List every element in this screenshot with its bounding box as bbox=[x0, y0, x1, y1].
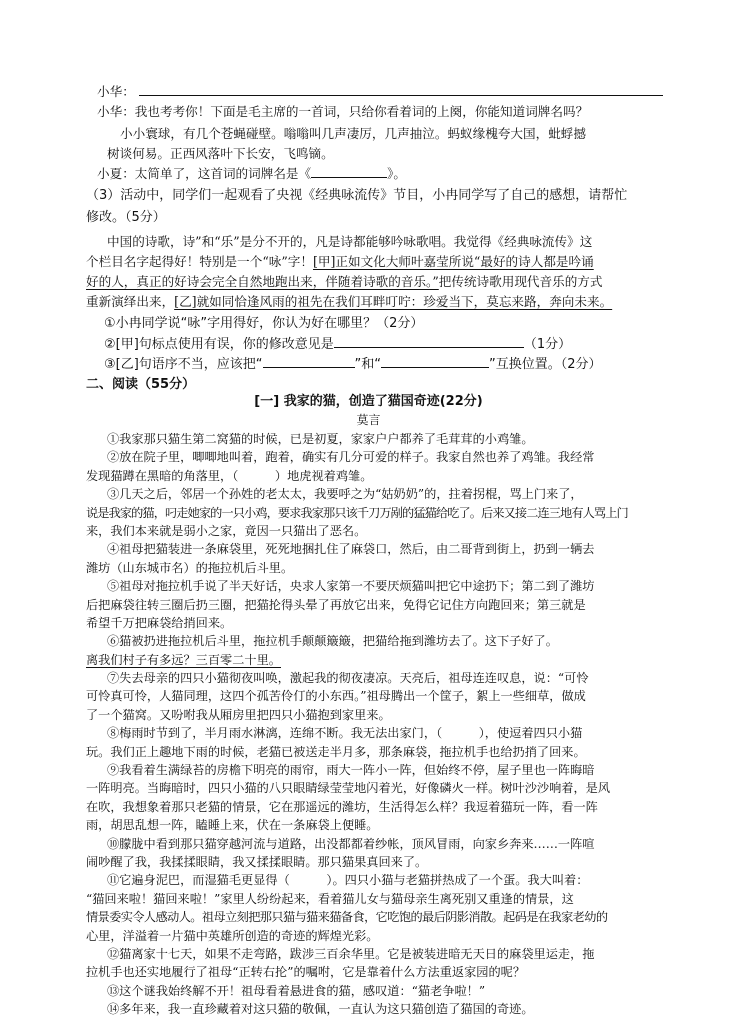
paragraph-line: ⑨我看着生满绿苔的房檐下明亮的雨帘，雨大一阵小一阵，但始终不停，屋子里也一阵晦暗 bbox=[107, 763, 595, 777]
essay-line-1: 中国的诗歌，诗”和“乐”是分不开的，凡是诗都能够吟咏歌唱。我觉得《经典咏流传》这 bbox=[107, 234, 593, 249]
paragraph-line: ⑤祖母对拖拉机手说了半天好话，央求人家第一不要厌烦猫叫把它中途扔下；第二到了潍坊 bbox=[107, 579, 595, 594]
paragraph-line: ⑬这个谜我始终解不开！祖母看着悬进食的猫，感叹道：“猫老争啦！” bbox=[107, 983, 486, 998]
subquestion-2: ②[甲]句标点使用有误，你的修改意见是 （1分） bbox=[104, 334, 571, 355]
question-3-prompt: （3）活动中，同学们一起观看了央视《经典咏流传》节目，小冉同学写了自己的感想，请帮忙 bbox=[86, 188, 628, 203]
poem-line-1: 小小寰球，有几个苍蝇碰壁。嗡嗡叫几声凄厉，几声抽泣。蚂蚁缘槐夸大国，蚍蜉撼 bbox=[120, 126, 586, 141]
paragraph-line: 雨，胡思乱想一阵，瞌睡上来，伏在一条麻袋上便睡。 bbox=[86, 818, 379, 833]
cipai-answer-blank[interactable] bbox=[311, 164, 387, 178]
paragraph-line: 发现猫蹲在黑暗的角落里，（ ）地虎视着鸡雏。 bbox=[86, 468, 373, 483]
paragraph-line: 拉机手也还实地履行了祖母“正转右抡”的嘱咐，它是靠着什么方法重返家园的呢？ bbox=[86, 965, 526, 980]
paragraph-line: ⑫猫离家十七天，如果不走弯路，跋涉三百余华里。它是被装进暗无天日的麻袋里运走，拖 bbox=[107, 946, 595, 961]
article-author: 莫言 bbox=[356, 413, 381, 427]
paragraph-line: 闹吵醒了我，我揉揉眼睛，我又揉揉眼睛。那只猫果真回来了。 bbox=[86, 854, 428, 869]
section-header: 二、阅读（55分） bbox=[86, 377, 196, 392]
sentence-yi: [乙]就如同恰逢风雨的祖先在我们耳畔叮咛：珍爱当下，莫忘来路，奔向未来。 bbox=[174, 294, 613, 309]
paragraph-line: 可怜真可怜，人猫同理，这四个孤苦伶仃的小东西。”祖母腾出一个筐子，絮上一些细草，做成 bbox=[86, 689, 586, 704]
paragraph-line: ⑩朦胧中看到那只猫穿越河流与道路，出没都都着纱帐，顶风冒雨，向家乡奔来……一阵喧 bbox=[107, 836, 595, 851]
paragraph-line: 后把麻袋往转三圈后扔三圈，把猫抡得头晕了再放它出来，免得它记住方向跑回来；第三就是 bbox=[86, 597, 586, 612]
paragraph-line: 说是我家的猫，叼走她家的一只小鸡，要求我家那只该千刀万剐的猛猫给吃了。后来又接二连三地有人骂上门 bbox=[86, 505, 628, 520]
dialog-line-1: 小华： bbox=[97, 82, 663, 102]
paragraph-line: 来，我们本来就是弱小之家，竟因一只猫出了恶名。 bbox=[86, 523, 367, 538]
question-3-prompt-cont: 修改。（5分） bbox=[86, 210, 166, 225]
paragraph-line: ③几天之后，邻居一个孙姓的老太太，我要呼之为“姑奶奶”的，拄着拐棍，骂上门来了， bbox=[107, 487, 583, 502]
paragraph-line: 心里，洋溢着一片猫中英雄所创造的奇迹的辉煌光彩。 bbox=[86, 928, 379, 943]
paragraph-line: ⑥猫被扔进拖拉机后斗里，拖拉机手颠颠簸簸，把猫给拖到潍坊去了。这下子好了。 bbox=[107, 634, 558, 649]
answer-blank-4[interactable] bbox=[381, 354, 489, 368]
essay-line-2: 个栏目名字起得好！特别是一个“咏”字！[甲]正如文化大师叶嘉莹所说“最好的诗人都是吟诵 bbox=[86, 254, 594, 269]
subquestion-1: ①小冉同学说“咏”字用得好，你认为好在哪里？（2分） bbox=[104, 316, 424, 331]
paragraph-line: 玩。我们正上趣地下雨的时候，老猫已被送走半月多，那条麻袋，拖拉机手也给扔捎了回来。 bbox=[86, 744, 586, 759]
article-title: [一] 我家的猫，创造了猫国奇迹(22分) bbox=[254, 394, 483, 409]
dialog-line-2: 小华：我也考考你！下面是毛主席的一首词，只给你看着词的上阕，你能知道词牌名吗？ bbox=[97, 104, 589, 119]
subquestion-3: ③[乙]句语序不当，应该把“ ”和“ ”互换位置。（2分） bbox=[104, 354, 602, 375]
paragraph-line: ⑪它遍身泥巴，而湿猫毛更显得（ ）。四只小猫与老猫拼热成了一个蛋。我大叫着： bbox=[107, 873, 589, 888]
answer-blank-3[interactable] bbox=[263, 354, 355, 368]
paragraph-line: 一阵明亮。当晦暗时，四只小猫的八只眼睛绿莹莹地闪着光，好像磷火一样。树叶沙沙响着，是风 bbox=[86, 781, 611, 796]
paragraph-line: ⑧梅雨时节到了，半月雨水淋漓，连绵不断。我无法出家门，（ ），使逗着四只小猫 bbox=[107, 726, 583, 741]
paragraph-line: 了一个猫窝。又吩咐我从厢房里把四只小猫抱到家里来。 bbox=[86, 707, 391, 722]
essay-line-4: 重新演绎出来，[乙]就如同恰逢风雨的祖先在我们耳畔叮咛：珍爱当下，莫忘来路，奔向未来。 bbox=[86, 294, 613, 309]
paragraph-line: 潍坊（山东城市名）的拖拉机后斗里。 bbox=[86, 560, 294, 575]
sentence-jia: [甲]正如文化大师叶嘉莹所说“最好的诗人都是吟诵 bbox=[312, 254, 594, 269]
paragraph-line: ⑦失去母亲的四只小猫彻夜叫唤，激起我的彻夜凄凉。天亮后，祖母连连叹息，说：“可怜 bbox=[107, 671, 589, 685]
paragraph-line-underlined: 离我们村子有多远？三百零二十里。 bbox=[86, 652, 281, 667]
poem-line-2: 树谈何易。正西风落叶下长安，飞鸣镝。 bbox=[107, 146, 334, 161]
paragraph-line: 希望千万把麻袋给捎回来。 bbox=[86, 615, 233, 630]
sentence-jia-cont: 好的人，真正的好诗会完全自然地跑出来，伴随着诗歌的音乐。” bbox=[86, 274, 439, 289]
paragraph-line: ①我家那只猫生第二窝猫的时候，已是初夏，家家户户都养了毛茸茸的小鸡雏。 bbox=[107, 432, 534, 446]
paragraph-line: “猫回来啦！猫回来啦！”家里人纷纷起来，看着猫儿女与猫母亲生离死别又重逢的情景，这 bbox=[86, 891, 574, 906]
answer-blank-1[interactable] bbox=[139, 82, 663, 96]
answer-blank-2[interactable] bbox=[334, 334, 524, 348]
paragraph-line: ②放在院子里，唧唧地叫着，跑着，确实有几分可爱的样子。我家自然也养了鸡雏。我经常 bbox=[107, 450, 595, 465]
essay-line-3: 好的人，真正的好诗会完全自然地跑出来，伴随着诗歌的音乐。”把传统诗歌用现代音乐的方式 bbox=[86, 274, 603, 289]
dialog-reply: 小夏：太简单了，这首词的词牌名是《 》。 bbox=[97, 166, 406, 181]
paragraph-line: 在吹，我想象着那只老猫的情景，它在那遥远的潍坊，生活得怎么样？我逗着猫玩一阵，看一阵 bbox=[86, 799, 598, 814]
paragraph-line: 情景委实令人感动人。祖母立刻把那只猫与猫来猫备食，它吃饱的最后阴影消散。起码是在我家老幼的 bbox=[86, 910, 608, 925]
paragraph-line: ④祖母把猫装进一条麻袋里，死死地捆扎住了麻袋口，然后，由二哥背到街上，扔到一辆去 bbox=[107, 542, 595, 557]
paragraph-line: ⑭多年来，我一直珍藏着对这只猫的敬佩，一直认为这只猫创造了猫国的奇迹。 bbox=[107, 1002, 534, 1016]
